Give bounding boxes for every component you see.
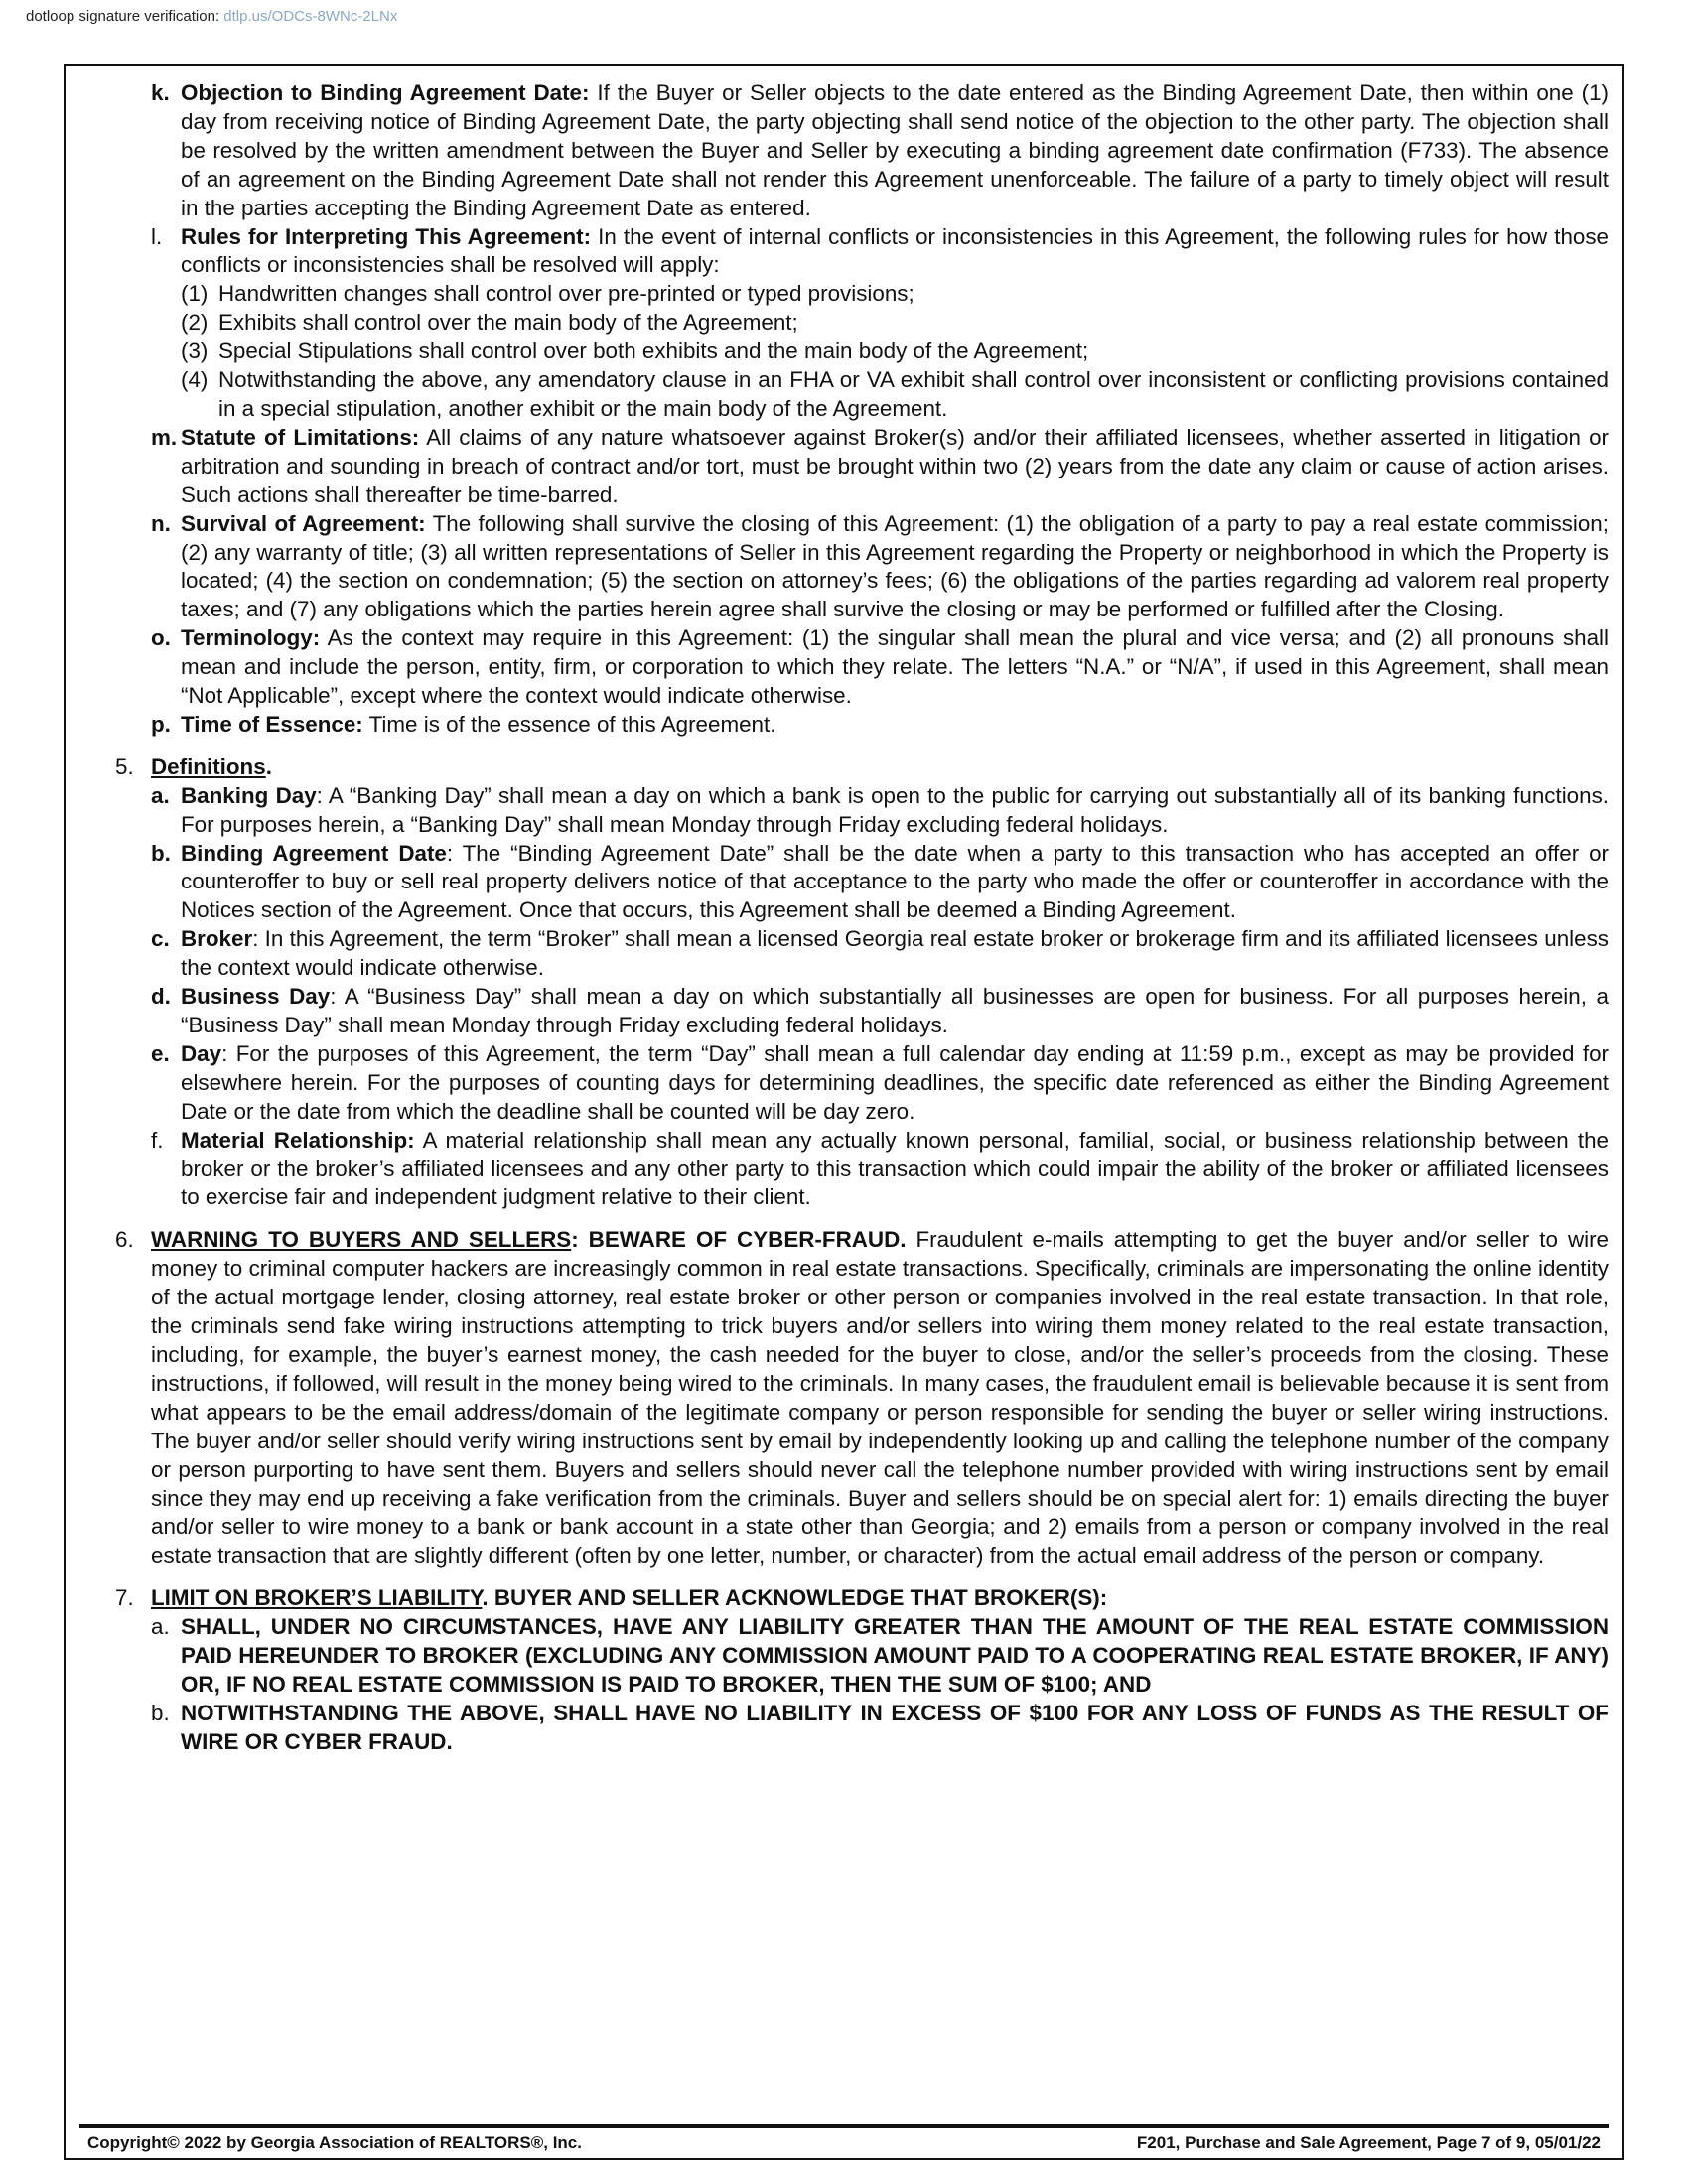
clause-title: Terminology: bbox=[181, 625, 321, 651]
definition-item: a. Banking Day: A “Banking Day” shall mean a day on which a bank is open to the public for carrying out substantially all of its banking functions. For purposes herein, a “Banking Day” shall mean Monday through Friday excluding federal holidays. bbox=[151, 782, 1609, 837]
verification-label: dotloop signature verification: bbox=[26, 8, 220, 25]
clause-title: Rules for Interpreting This Agreement: bbox=[181, 223, 592, 249]
clause-letter: p. bbox=[151, 711, 171, 737]
definition-item: e. Day: For the purposes of this Agreement, the term “Day” shall mean a full calendar day ending at 11:59 p.m., except as may be provided for elsewhere herein. For the purposes of counting days for determining deadlines, the specific date referenced as either the Binding Agreement Date or the date from which the deadline shall be counted will be day zero. bbox=[151, 1040, 1609, 1124]
clause-text: Time is of the essence of this Agreement. bbox=[362, 711, 776, 737]
section-title: WARNING TO BUYERS AND SELLERS bbox=[151, 1227, 572, 1253]
section-title: LIMIT ON BROKER’S LIABILITY bbox=[151, 1585, 483, 1611]
rule-item: (3) Special Stipulations shall control over both exhibits and the main body of the Agreement; bbox=[181, 339, 1089, 364]
clause-title: Survival of Agreement: bbox=[181, 510, 426, 536]
clause-n bbox=[95, 510, 1609, 625]
section-number: 6. bbox=[115, 1227, 134, 1253]
section-broker-liability: 7. LIMIT ON BROKER’S LIABILITY. BUYER AND SELLER ACKNOWLEDGE THAT BROKER(S): bbox=[95, 1584, 1609, 1613]
copyright-text: Copyright© 2022 by Georgia Association of REALTORS®, Inc. bbox=[87, 2133, 582, 2152]
verification-link[interactable]: dtlp.us/ODCs-8WNc-2LNx bbox=[223, 8, 398, 25]
clause-text: In the event of internal conflicts or inconsistencies in this Agreement, the following rules for how those conflicts or inconsistencies shall be resolved will apply: bbox=[181, 223, 1609, 278]
clause-title: Statute of Limitations: bbox=[181, 424, 420, 450]
rule-item: (4) Notwithstanding the above, any amendatory clause in an FHA or VA exhibit shall control over inconsistent or conflicting provisions contained in a special stipulation, another exhibit or the main body of the Agreement. bbox=[181, 367, 1609, 421]
clause-letter: o. bbox=[151, 625, 171, 651]
clause-text: The following shall survive the closing of this Agreement: (1) the obligation of a party to pay a real estate commission; (2) any warranty of title; (3) all written representations of Seller in this Agreement regarding the Property or neighborhood in which the Property is located; (4) the section on condemnation; (5) the section on attorney’s fees; (6) the obligations of the parties regarding ad valorem real property taxes; and (7) any obligations which the parties herein agree shall survive the closing or may be performed or fulfilled after the Closing. bbox=[181, 510, 1609, 622]
clause-k bbox=[95, 79, 1609, 223]
form-page-info: F201, Purchase and Sale Agreement, Page 7 of 9, 05/01/22 bbox=[1136, 2133, 1601, 2152]
clause-text: If the Buyer or Seller objects to the date entered as the Binding Agreement Date, then within one (1) day from receiving notice of Binding Agreement Date, the party objecting shall send notice of the objection to the other party. The objection shall be resolved by the written amendment between the Buyer and Seller by executing a binding agreement date confirmation (F733). The absence of an agreement on the Binding Agreement Date shall not render this Agreement unenforceable. The failure of a party to timely object will result in the parties accepting the Binding Agreement Date as entered. bbox=[181, 80, 1609, 220]
page-frame bbox=[64, 64, 1624, 2160]
definition-item: d. Business Day: A “Business Day” shall mean a day on which substantially all businesses are open for business. For all purposes herein, a “Business Day” shall mean Monday through Friday excluding federal holidays. bbox=[151, 984, 1609, 1037]
clause-letter: k. bbox=[151, 80, 170, 105]
section-definitions: 5. Definitions. bbox=[95, 753, 1609, 782]
definition-item: c. Broker: In this Agreement, the term “Broker” shall mean a licensed Georgia real estate broker or brokerage firm and its affiliated licensees unless the context would indicate otherwise. bbox=[151, 926, 1609, 981]
section-text: Fraudulent e-mails attempting to get the buyer and/or seller to wire money to criminal computer hackers are increasingly common in real estate transactions. Specifically, criminals are impersonating the online identity of the actual mortgage lender, closing attorney, real estate broker or other person or companies involved in the real estate transaction. In that role, the criminals send fake wiring instructions attempting to trick buyers and/or sellers into wiring them money related to the real estate transaction, including, for example, the buyer’s earnest money, the cash needed for the buyer to close, and/or the seller’s proceeds from the closing. These instructions, if followed, will result in the money being wired to the criminals. In many cases, the fraudulent email is believable because it is sent from what appears to be the email address/domain of the legitimate company or person responsible for sending the buyer or seller wiring instructions. The buyer and/or seller should verify wiring instructions sent by email by independently looking up and calling the telephone number of the company or person purporting to have sent them. Buyers and sellers should never call the telephone number provided with wiring instructions sent by email since they may end up receiving a fake verification from the criminals. Buyer and sellers should be on special alert for: 1) emails directing the buyer and/or seller to wire money to a bank or bank account in a state other than Georgia; and 2) emails from a person or company involved in the real estate transaction that are slightly different (often by one letter, number, or character) from the actual email address of the person or company. bbox=[151, 1227, 1610, 1569]
document-body bbox=[95, 79, 1609, 1757]
clause-letter: m. bbox=[151, 424, 178, 450]
page-footer bbox=[87, 2133, 1601, 2153]
rule-item: (1) Handwritten changes shall control over pre-printed or typed provisions; bbox=[181, 281, 914, 307]
definition-item: b. Binding Agreement Date: The “Binding Agreement Date” shall be the date when a party to this transaction who has accepted an offer or counteroffer to buy or sell real property delivers notice of that acceptance to the party who made the offer or counteroffer in accordance with the Notices section of the Agreement. Once that occurs, this Agreement shall be deemed a Binding Agreement. bbox=[151, 840, 1609, 923]
section-number: 5. bbox=[115, 753, 134, 779]
clause-o bbox=[95, 624, 1609, 711]
clause-title: Time of Essence: bbox=[181, 711, 363, 737]
footer-divider bbox=[79, 2124, 1609, 2128]
definition-item: f. Material Relationship: A material relationship shall mean any actually known personal, familial, social, or business relationship between the broker or the broker’s affiliated licensees and any other party to this transaction which could impair the ability of the broker or affiliated licensees to exercise fair and independent judgment relative to their client. bbox=[151, 1127, 1609, 1210]
section-cyber-fraud-warning: 6. WARNING TO BUYERS AND SELLERS: BEWARE OF CYBER-FRAUD. Fraudulent e-mails attempting to get the buyer and/or seller to wire money to criminal computer hackers are increasingly common in real estate transactions. Specifically, criminals are impersonating the online identity of the actual mortgage lender, closing attorney, real estate broker or other person or companies involved in the real estate transaction. In that role, the criminals send fake wiring instructions attempting to trick buyers and/or sellers into wiring them money related to the real estate transaction, including, for example, the buyer’s earnest money, the cash needed for the buyer to close, and/or the seller’s proceeds from the closing. These instructions, if followed, will result in the money being wired to the criminals. In many cases, the fraudulent email is believable because it is sent from what appears to be the email address/domain of the legitimate company or person responsible for sending the buyer or seller wiring instructions. The buyer and/or seller should verify wiring instructions sent by email by independently looking up and calling the telephone number of the company or person purporting to have sent them. Buyers and sellers should never call the telephone number provided with wiring instructions sent by email since they may end up receiving a fake verification from the criminals. Buyer and sellers should be on special alert for: 1) emails directing the buyer and/or seller to wire money to a bank or bank account in a state other than Georgia; and 2) emails from a person or company involved in the real estate transaction that are slightly different (often by one letter, number, or character) from the actual email address of the person or company. bbox=[115, 1227, 1610, 1569]
clause-l bbox=[95, 223, 1609, 424]
clause-letter: l. bbox=[151, 223, 163, 249]
clause-text: As the context may require in this Agreement: (1) the singular shall mean the plural and vice versa; and (2) all pronouns shall mean and include the person, entity, firm, or corporation to which they relate. The letters “N.A.” or “N/A”, if used in this Agreement, shall mean “Not Applicable”, except where the context would indicate otherwise. bbox=[181, 625, 1609, 709]
clause-m bbox=[95, 424, 1609, 510]
clause-letter: n. bbox=[151, 510, 171, 536]
clause-p bbox=[95, 711, 1609, 740]
clause-text: All claims of any nature whatsoever against Broker(s) and/or their affiliated licensees, whether asserted in litigation or arbitration and sounding in breach of contract and/or tort, must be brought within two (2) years from the date any claim or cause of action arises. Such actions shall thereafter be time-barred. bbox=[181, 424, 1609, 507]
liability-item: a. SHALL, UNDER NO CIRCUMSTANCES, HAVE ANY LIABILITY GREATER THAN THE AMOUNT OF THE REAL ESTATE COMMISSION PAID HEREUNDER TO BROKER (EXCLUDING ANY COMMISSION AMOUNT PAID TO A COOPERATING REAL ESTATE BROKER, IF ANY) OR, IF NO REAL ESTATE COMMISSION IS PAID TO BROKER, THEN THE SUM OF $100; AND bbox=[151, 1614, 1609, 1697]
section-title: Definitions bbox=[151, 753, 266, 779]
section-number: 7. bbox=[115, 1585, 134, 1611]
rule-item: (2) Exhibits shall control over the main body of the Agreement; bbox=[181, 310, 798, 336]
signature-verification bbox=[26, 8, 397, 25]
liability-item: b. NOTWITHSTANDING THE ABOVE, SHALL HAVE NO LIABILITY IN EXCESS OF $100 FOR ANY LOSS OF FUNDS AS THE RESULT OF WIRE OR CYBER FRAUD. bbox=[151, 1700, 1609, 1754]
clause-title: Objection to Binding Agreement Date: bbox=[181, 80, 590, 105]
